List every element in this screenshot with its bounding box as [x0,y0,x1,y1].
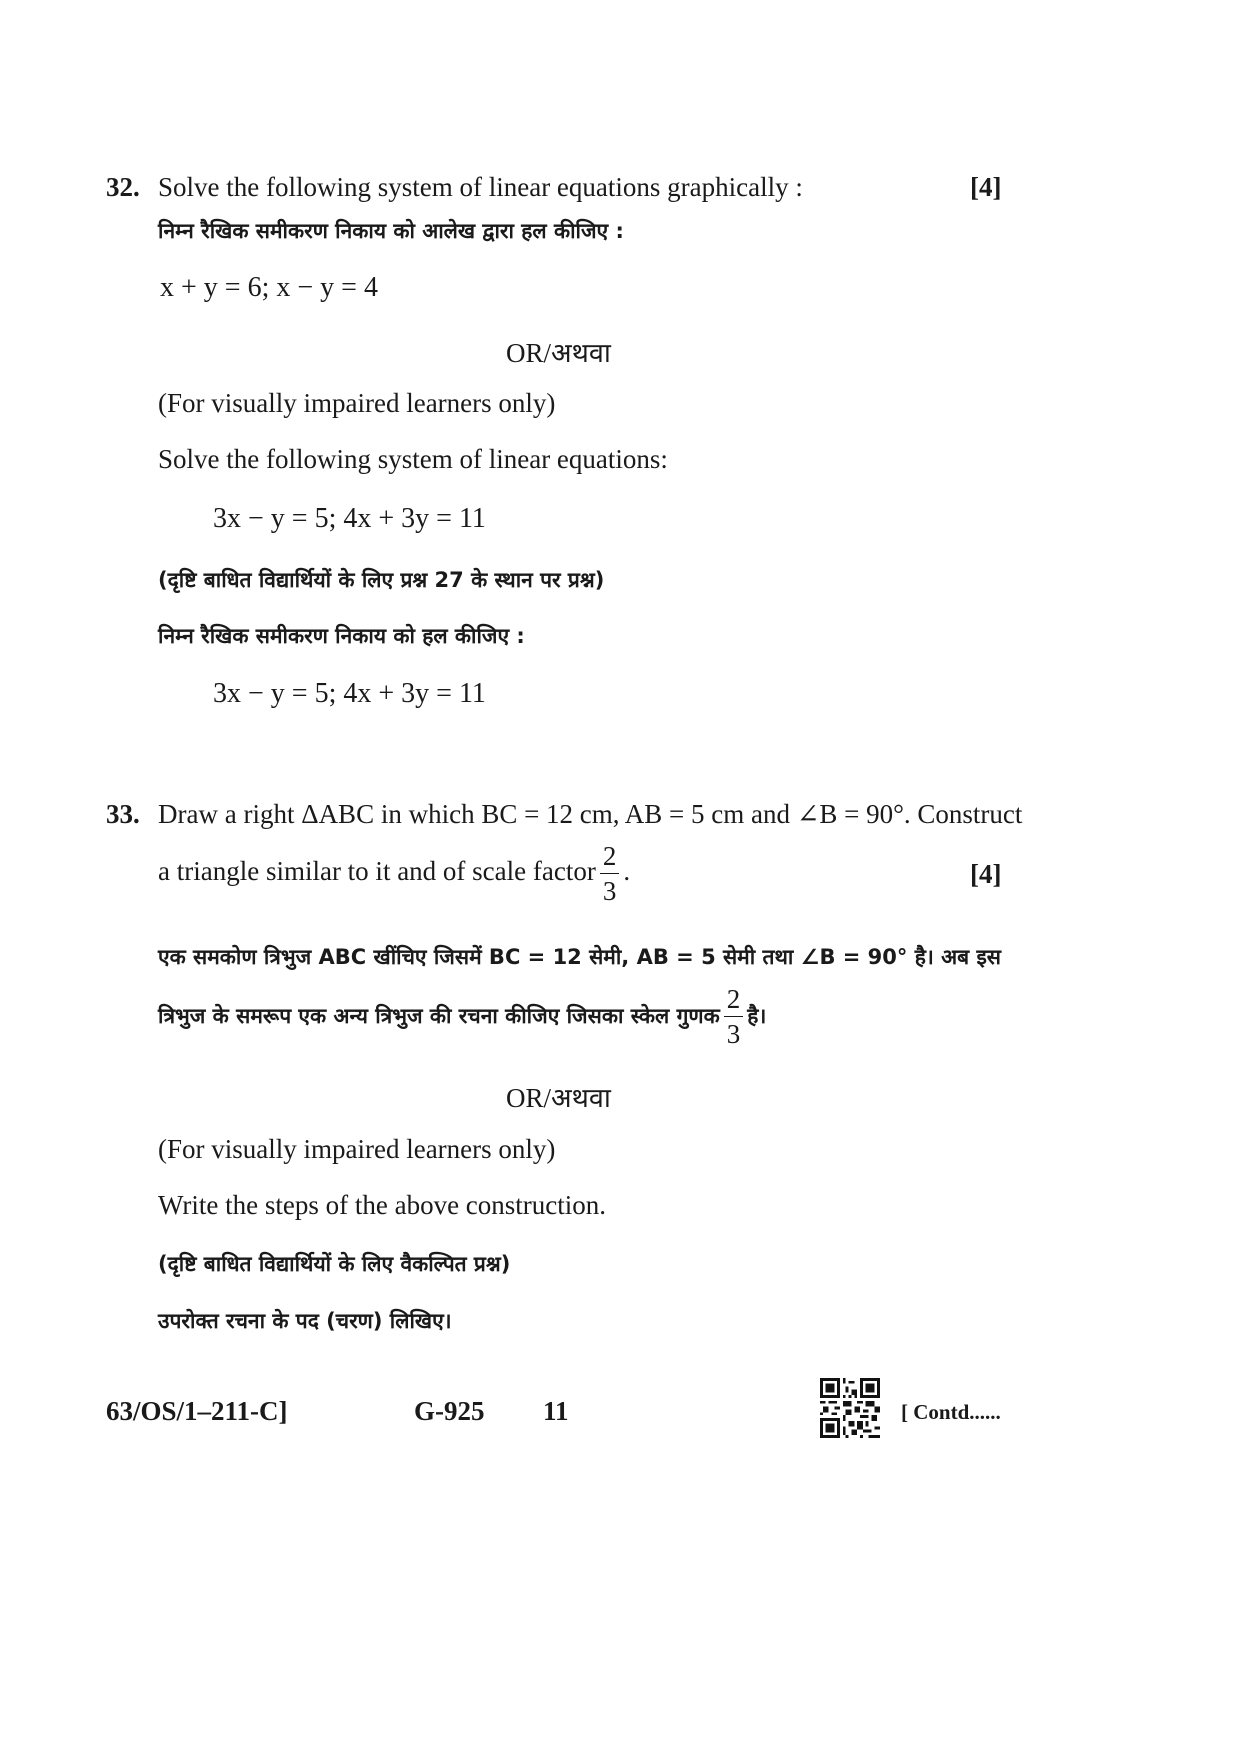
q33-or-label: OR/अथवा [506,1083,611,1113]
q33-vi-text-en: Write the steps of the above construction. [158,1190,607,1220]
q32-vi-equations-hi: 3x − y = 5; 4x + 3y = 11 [213,678,486,709]
q33-fraction-denominator: 3 [602,876,617,906]
q32-marks: [4] [970,172,1002,202]
q33-hi-scale-fraction [724,986,744,1048]
q33-number: 33. [106,799,140,829]
q33-line2-en-end: . [623,856,631,887]
q32-number: 32. [106,172,140,202]
q33-line2-hi [158,986,766,1048]
q33-line2-en-text: a triangle similar to it and of scale factor [158,856,596,887]
q33-line2-hi-end: है। [747,1004,767,1028]
footer-page-number: 11 [543,1396,569,1426]
q32-text-en: Solve the following system of linear equations graphically : [158,172,803,202]
q33-fraction-numerator: 2 [600,843,620,874]
q33-marks: [4] [970,859,1002,889]
qr-code-icon [820,1378,880,1438]
q33-scale-fraction [600,843,620,905]
q33-line1-en: Draw a right ΔABC in which BC = 12 cm, AB = 5 cm and ∠B = 90°. Construct [158,799,1023,829]
q32-vi-text-en: Solve the following system of linear equations: [158,444,668,474]
q32-vi-equations: 3x − y = 5; 4x + 3y = 11 [213,503,486,534]
q33-hi-fraction-denominator: 3 [726,1019,741,1049]
q32-vi-note-hi: (दृष्टि बाधित विद्यार्थियों के लिए प्रश्न 27 के स्थान पर प्रश्न) [158,568,605,592]
q33-line2-hi-text: त्रिभुज के समरूप एक अन्य त्रिभुज की रचना कीजिए जिसका स्केल गुणक [158,1004,720,1028]
q33-vi-text-hi: उपरोक्त रचना के पद (चरण) लिखिए। [158,1309,452,1333]
q33-vi-note: (For visually impaired learners only) [158,1134,556,1164]
q32-or-label: OR/अथवा [506,338,611,368]
footer-series: G-925 [414,1396,485,1426]
footer-paper-code: 63/OS/1–211-C] [106,1396,288,1426]
q32-equations: x + y = 6; x − y = 4 [160,272,378,303]
footer-contd: [ Contd...... [901,1400,1001,1424]
q33-vi-note-hi: (दृष्टि बाधित विद्यार्थियों के लिए वैकल्पित प्रश्न) [158,1252,511,1276]
q33-hi-fraction-numerator: 2 [724,986,744,1017]
q32-vi-text-hi: निम्न रैखिक समीकरण निकाय को हल कीजिए : [158,624,525,648]
q32-text-hi: निम्न रैखिक समीकरण निकाय को आलेख द्वारा हल कीजिए : [158,219,624,243]
q32-vi-note: (For visually impaired learners only) [158,388,556,418]
q33-line1-hi: एक समकोण त्रिभुज ABC खींचिए जिसमें BC = 12 सेमी, AB = 5 सेमी तथा ∠B = 90° है। अब इस [158,945,1001,969]
q33-line2-en [158,843,630,905]
